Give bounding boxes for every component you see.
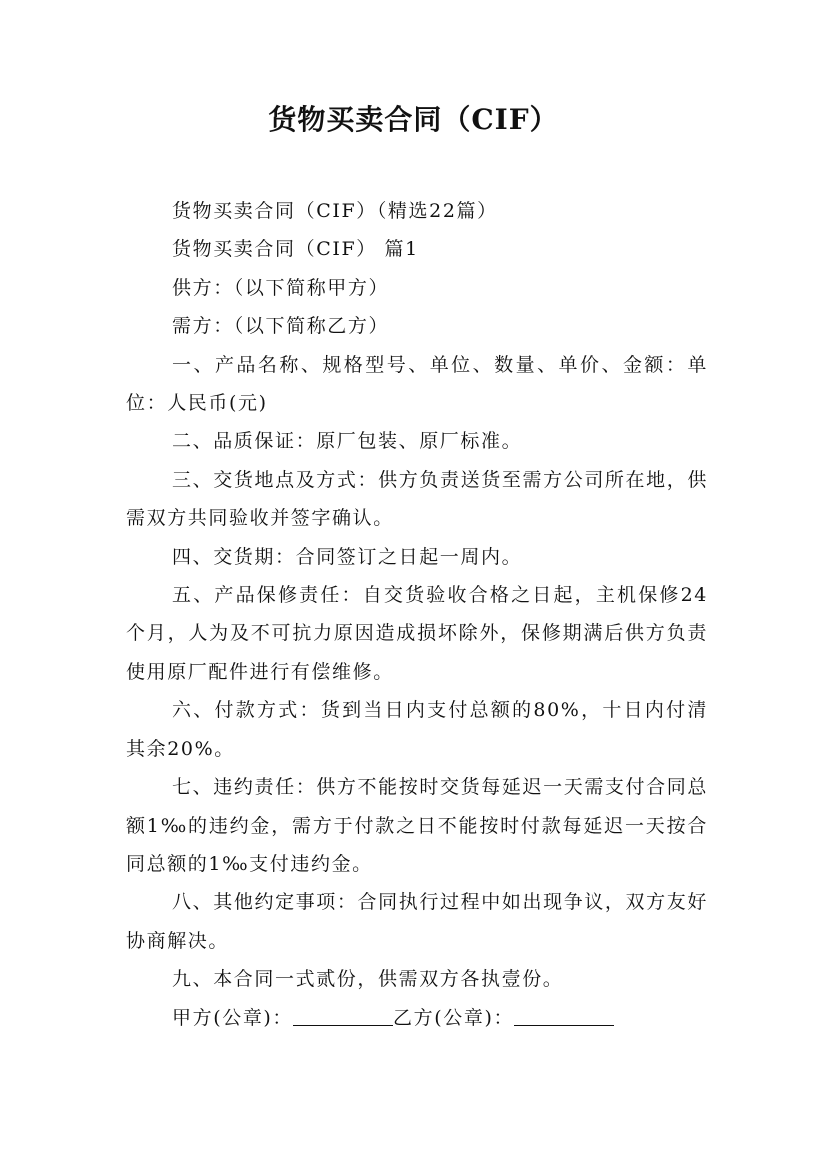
clause-2-quality: 二、品质保证：原厂包装、原厂标准。 xyxy=(172,430,523,453)
paragraph-subtitle: 货物买卖合同（CIF）（精选22篇） xyxy=(172,200,498,222)
clause-5-warranty: 五、产品保修责任：自交货验收合格之日起，主机保修24个月，人为及不可抗力原因造成损坏除外，保修期满后供方负责使用原厂配件进行有偿维修。 xyxy=(126,584,708,683)
signature-line xyxy=(126,999,708,1037)
clause-9-copies: 九、本合同一式贰份，供需双方各执壹份。 xyxy=(172,968,564,991)
party-b-signature-blank xyxy=(514,1005,614,1026)
clause-6-payment: 六、付款方式：货到当日内支付总额的80%，十日内付清其余20%。 xyxy=(126,699,708,760)
clause-7-breach: 七、违约责任：供方不能按时交货每延迟一天需支付合同总额1‰的违约金，需方于付款之日不能按时付款每延迟一天按合同总额的1‰支付违约金。 xyxy=(126,776,708,875)
clause-3-delivery-place: 三、交货地点及方式：供方负责送货至需方公司所在地，供需双方共同验收并签字确认。 xyxy=(126,468,708,530)
clause-4-delivery-time: 四、交货期：合同签订之日起一周内。 xyxy=(172,545,523,568)
paragraph-supplier: 供方：（以下简称甲方） xyxy=(172,276,390,299)
clause-1-product: 一、产品名称、规格型号、单位、数量、单价、金额：单位：人民币(元) xyxy=(126,353,708,415)
party-a-seal-label: 甲方(公章)： xyxy=(172,1006,294,1029)
party-a-signature-blank xyxy=(293,1005,393,1026)
document-title: 货物买卖合同（CIF） xyxy=(268,103,559,136)
paragraph-section-heading: 货物买卖合同（CIF） 篇1 xyxy=(172,238,419,261)
document-body xyxy=(126,192,708,1037)
paragraph-buyer: 需方：（以下简称乙方） xyxy=(172,315,390,338)
clause-8-other: 八、其他约定事项：合同执行过程中如出现争议，双方友好协商解决。 xyxy=(126,891,708,952)
party-b-seal-label: 乙方(公章)： xyxy=(393,1006,515,1029)
